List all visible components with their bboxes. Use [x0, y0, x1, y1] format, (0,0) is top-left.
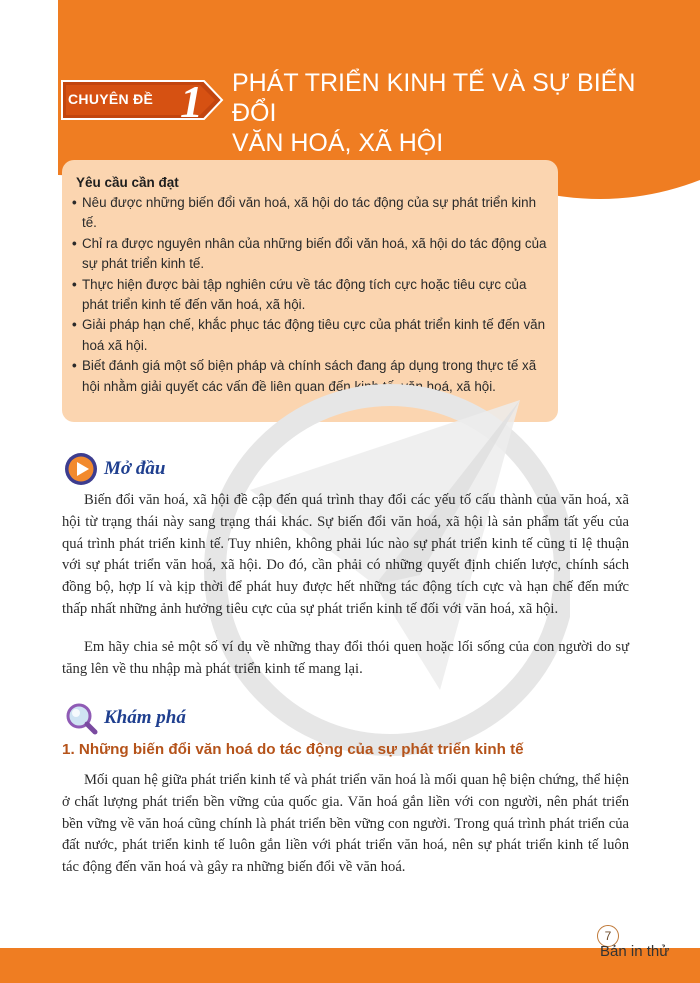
- requirement-item: • Thực hiện được bài tập nghiên cứu về tác động tích cực hoặc tiêu cực của phát triển kinh tế đến văn hoá, xã hội.: [72, 276, 527, 313]
- explore-heading: [64, 701, 186, 735]
- requirement-item: • Nêu được những biến đổi văn hoá, xã hội do tác động của sự phát triển kinh tế.: [72, 195, 537, 231]
- requirement-item: • Chỉ ra được nguyên nhân của những biến đổi văn hoá, xã hội do tác động của sự phát triển kinh tế.: [72, 235, 547, 272]
- topic-title-line1: PHÁT TRIỂN KINH TẾ VÀ SỰ BIẾN ĐỔI: [232, 69, 636, 127]
- badge-label: CHUYÊN ĐỀ: [68, 91, 154, 107]
- bullet-icon: •: [72, 235, 77, 251]
- intro-label: Mở đầu: [104, 458, 166, 479]
- footer-band: [0, 948, 700, 983]
- topic-badge: [54, 76, 224, 127]
- requirement-item: • Biết đánh giá một số biện pháp và chính sách đang áp dụng trong thực tế xã hội nhằm giải quyết các vấn đề liên quan đến kinh tế, văn hoá, xã hội.: [72, 358, 537, 394]
- page-number: 7: [597, 925, 619, 947]
- bullet-icon: •: [72, 276, 77, 292]
- requirement-item: • Giải pháp hạn chế, khắc phục tác động tiêu cực của phát triển kinh tế đến văn hoá xã hội.: [72, 317, 546, 353]
- explore-paragraph: Mối quan hệ giữa phát triển kinh tế và phát triển văn hoá là mối quan hệ biện chứng, thể hiện ở chất lượng phát triển bền vững của quốc gia. Văn hoá gắn liền với con người, nên phát triển bền vững về văn hoá cũng chính là phát triển bền vững con người. Trong quá trình phát triển của đất nước, phát triển kinh tế luôn gắn liền với phát triển văn hoá, nên sự phát triển kinh tế luôn tác động đến văn hoá và gây ra những biến đổi về văn hoá.: [62, 772, 629, 876]
- draft-stamp: Bản in thử: [600, 943, 670, 960]
- intro-heading: [64, 452, 165, 486]
- subsection-heading: 1. Những biến đổi văn hoá do tác động của sự phát triển kinh tế: [62, 741, 524, 758]
- bullet-icon: •: [72, 317, 77, 333]
- magnifier-icon: [64, 701, 98, 735]
- intro-paragraph-2: Em hãy chia sẻ một số ví dụ về những thay đổi thói quen hoặc lối sống của con người do sự tăng lên về thu nhập mà phát triển kinh tế mang lại.: [62, 639, 629, 677]
- badge-number: 1: [180, 76, 203, 127]
- bullet-icon: •: [72, 195, 77, 210]
- play-icon: [64, 452, 98, 486]
- intro-paragraph-1: Biến đổi văn hoá, xã hội đề cập đến quá trình thay đổi các yếu tố cấu thành của văn hoá, xã hội từ trạng thái này sang trạng thái khác. Sự biến đổi văn hoá, xã hội là sản phẩm tất yếu của quá trình phát triển kinh tế. Tuy nhiên, không phải lúc nào sự phát triển kinh tế cũng tỉ lệ thuận với sự phát triển văn hoá, xã hội. Do đó, cần phải có những quyết định chiến lược, chính sách đồng bộ, hợp lí và kịp thời để phát huy được hết những tác động tích cực và hạn chế đến mức thấp nhất những ảnh hưởng tiêu cực của sự phát triển kinh tế đối với văn hoá, xã hội.: [62, 492, 629, 617]
- requirements-title: Yêu cầu cần đạt: [76, 175, 179, 190]
- topic-title: [232, 68, 672, 158]
- bullet-icon: •: [72, 358, 77, 374]
- topic-title-line2: VĂN HOÁ, XÃ HỘI: [232, 129, 444, 157]
- explore-label: Khám phá: [104, 707, 186, 728]
